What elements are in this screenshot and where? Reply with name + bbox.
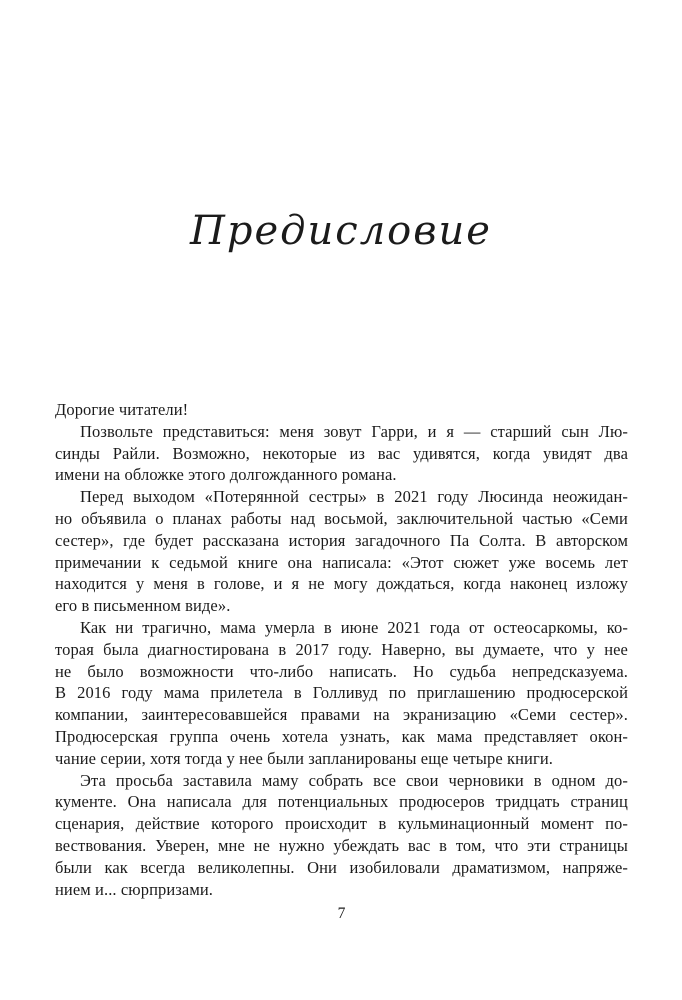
text-line: Эта просьба заставила маму собрать все свои черновики в одном до- — [80, 770, 628, 790]
text-line: кументе. Она написала для потенциальных продюсеров тридцать страниц — [55, 792, 628, 812]
text-line: В 2016 году мама прилетела в Голливуд по приглашению продюсерской — [55, 683, 628, 703]
paragraph — [55, 421, 628, 486]
page-number: 7 — [337, 905, 346, 922]
text-line: Как ни трагично, мама умерла в июне 2021 года от остеосаркомы, ко- — [80, 617, 628, 637]
text-line: Продюсерская группа очень хотела узнать, как мама представляет окон- — [55, 726, 628, 746]
text-line: синды Райли. Возможно, некоторые из вас удивятся, когда увидят два — [55, 443, 628, 463]
paragraph — [55, 486, 628, 617]
text-line: но объявила о планах работы над восьмой, заключительной частью «Семи — [55, 508, 628, 528]
chapter-title: Предисловие — [190, 208, 492, 254]
text-line: чание серии, хотя тогда у нее были запланированы еще четыре книги. — [55, 748, 553, 768]
text-line: компании, заинтересовавшейся правами на экранизацию «Семи сестер». — [55, 705, 628, 725]
text-line: сестер», где будет рассказана история загадочного Па Солта. В авторском — [55, 530, 628, 550]
text-line: вествования. Уверен, мне не нужно убеждать вас в том, что эти страницы — [55, 835, 628, 855]
text-line: Перед выходом «Потерянной сестры» в 2021 году Люсинда неожидан- — [80, 487, 628, 507]
paragraph — [55, 399, 628, 421]
text-line: находится у меня в голове, и я не могу дождаться, когда наконец изложу — [55, 574, 628, 594]
text-line: его в письменном виде». — [55, 596, 231, 616]
text-line: Дорогие читатели! — [55, 400, 189, 419]
text-line: Позвольте представиться: меня зовут Гарри, и я — старший сын Лю- — [80, 421, 628, 441]
text-line: были как всегда великолепны. Они изобиловали драматизмом, напряже- — [55, 857, 628, 877]
paragraph — [55, 770, 628, 901]
text-line: примечании к седьмой книге она написала: «Этот сюжет уже восемь лет — [55, 552, 628, 572]
text-line: торая была диагностирована в 2017 году. Наверно, вы думаете, что у нее — [55, 639, 628, 659]
text-line: не было возможности что-либо написать. Но судьба непредсказуема. — [55, 661, 628, 681]
body-text — [55, 399, 628, 900]
text-line: имени на обложке этого долгожданного романа. — [55, 465, 397, 485]
text-line: сценария, действие которого происходит в кульминационный момент по- — [55, 814, 628, 834]
paragraph — [55, 617, 628, 770]
text-line: нием и... сюрпризами. — [55, 879, 214, 899]
